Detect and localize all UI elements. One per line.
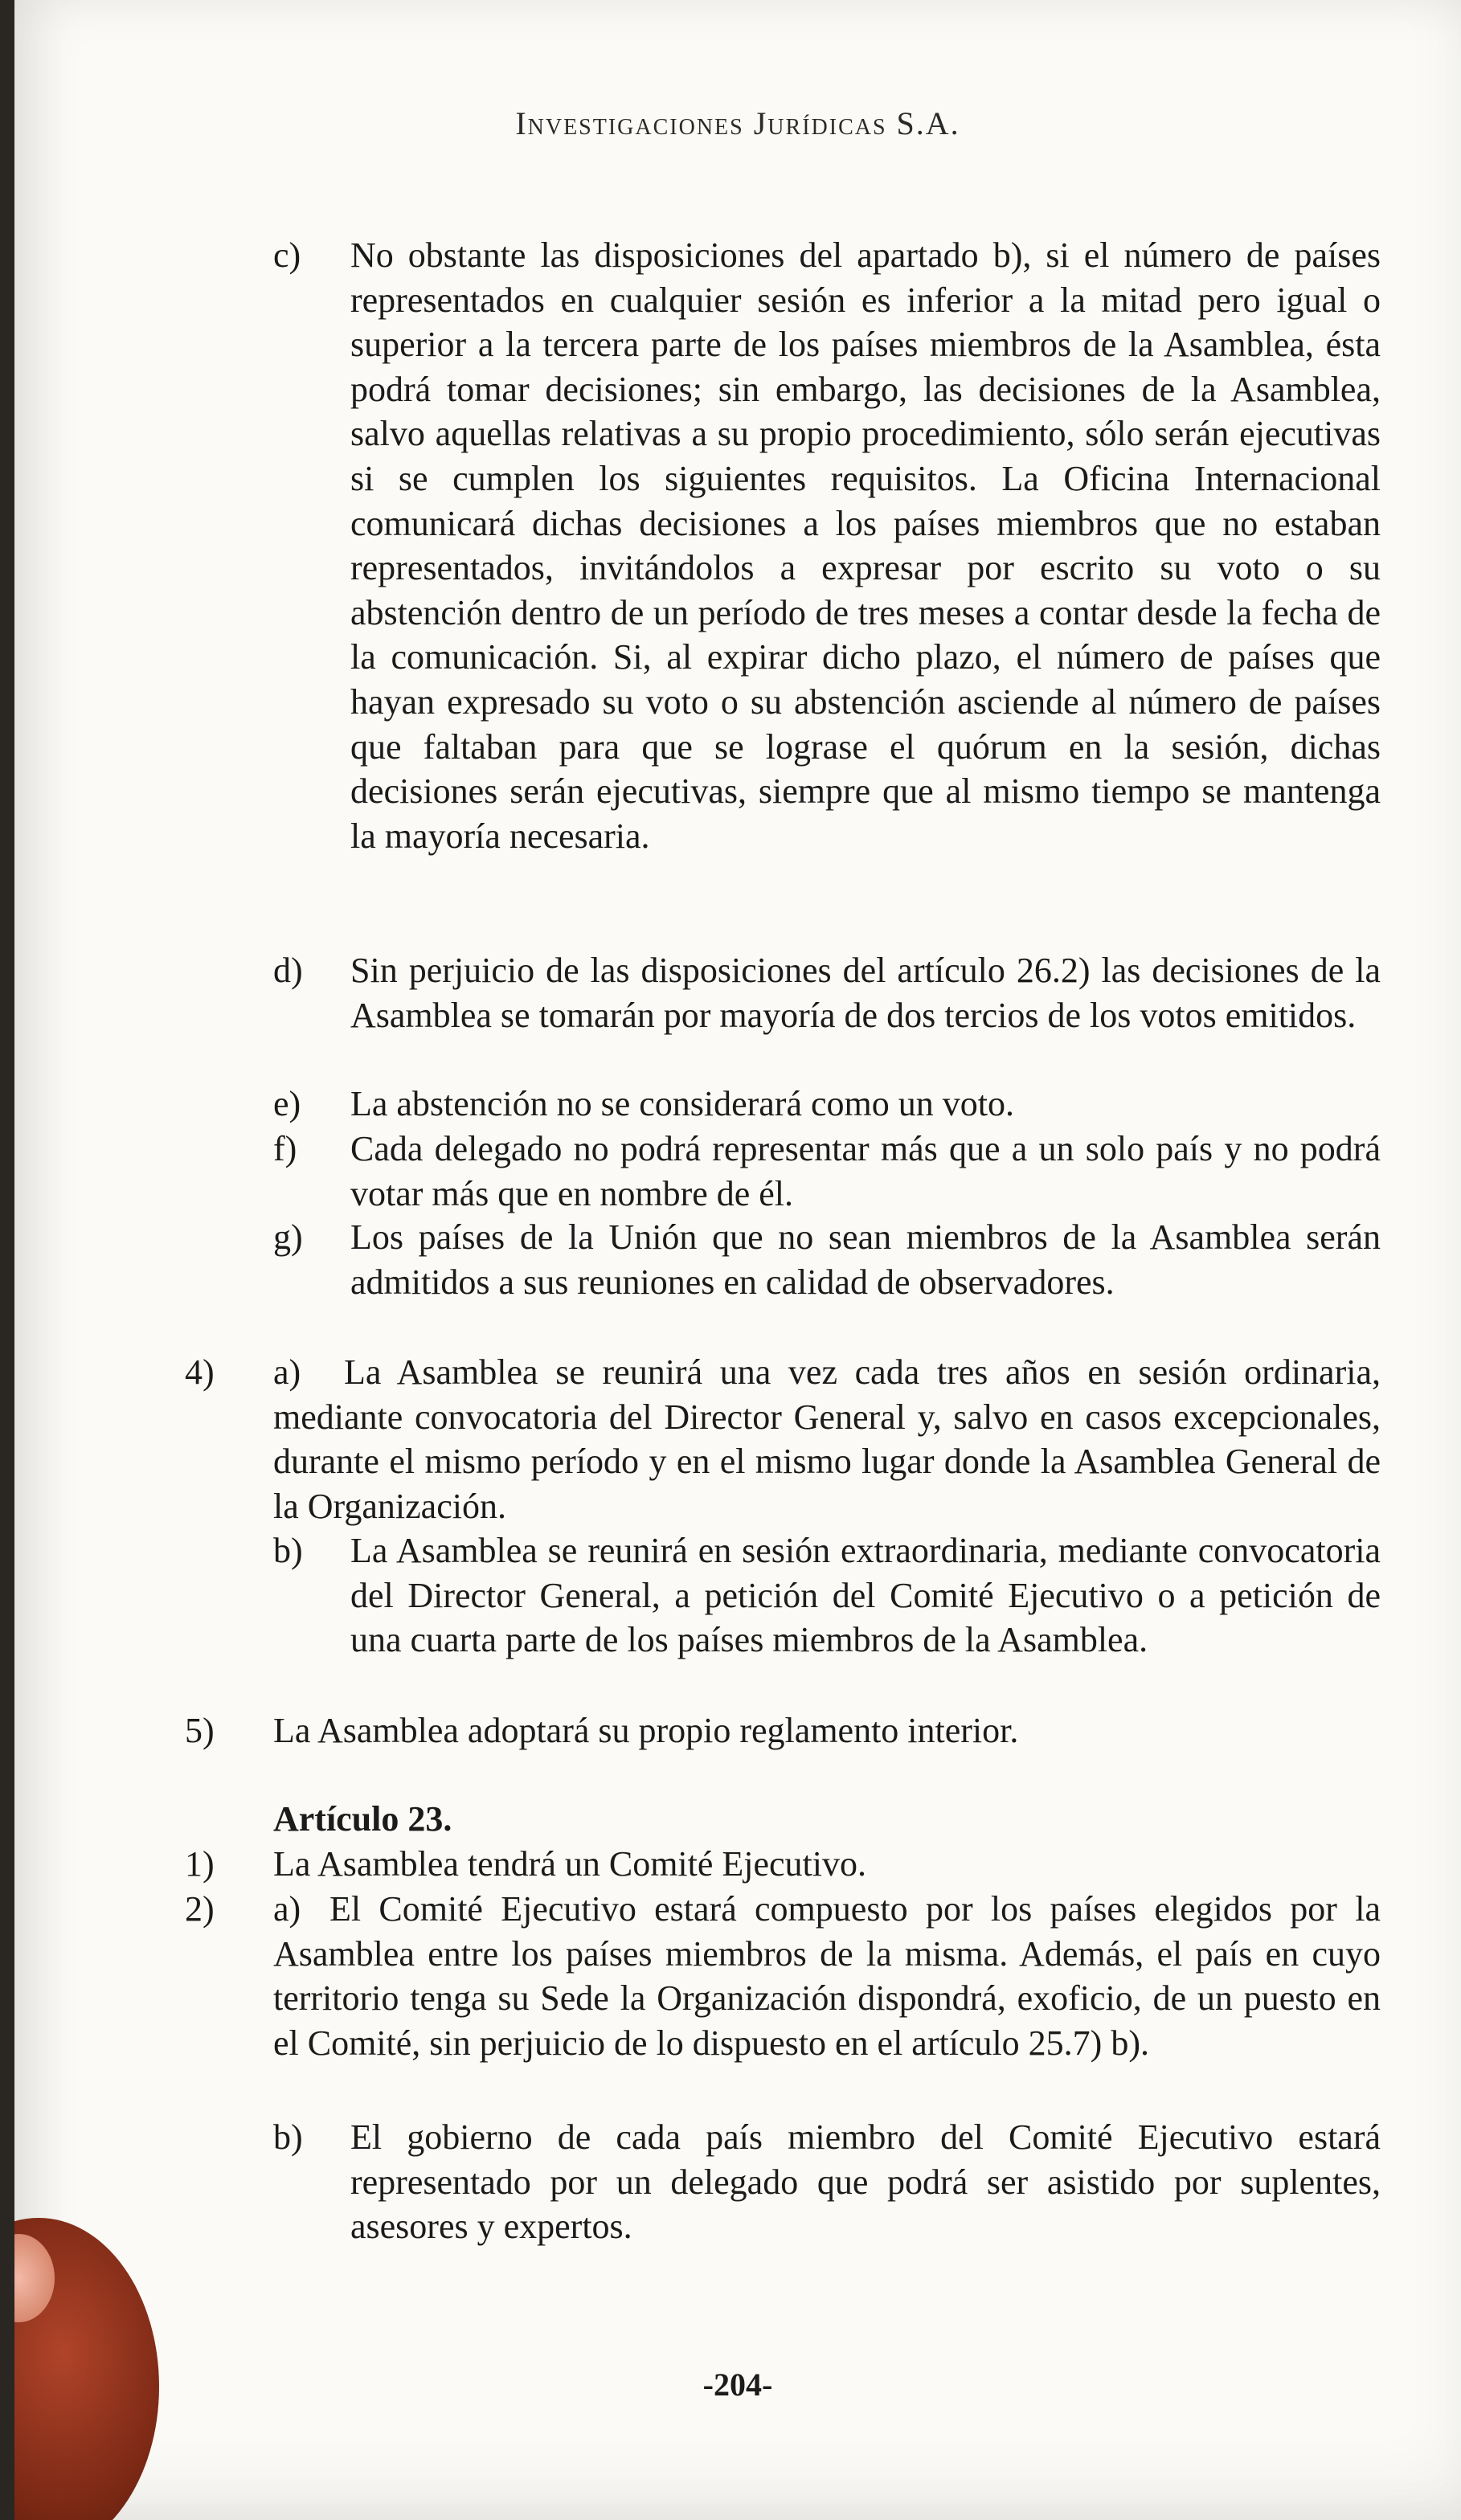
section4-label-b: b) bbox=[273, 1531, 303, 1570]
item-f-paragraph: Cada delegado no podrá representar más que a un solo país y no podrá votar más que en nombre de él. bbox=[350, 1129, 1381, 1213]
item-label-f: f) bbox=[273, 1129, 297, 1168]
item-d-paragraph: Sin perjuicio de las disposiciones del artículo 26.2) las decisiones de la Asamblea se tomarán por mayoría de dos tercios de los votos emitidos. bbox=[350, 951, 1381, 1035]
section-number-5: 5) bbox=[185, 1711, 215, 1750]
section4-b-paragraph: La Asamblea se reunirá en sesión extraordinaria, mediante convocatoria del Director General, a petición del Comité Ejecutivo o a petición de una cuarta parte de los países miembros de la Asamblea. bbox=[350, 1531, 1381, 1660]
article23-number-2: 2) bbox=[185, 1889, 215, 1929]
article23-number-1: 1) bbox=[185, 1844, 215, 1884]
item-label-g: g) bbox=[273, 1217, 303, 1257]
section4-a-paragraph: La Asamblea se reunirá una vez cada tres años en sesión ordinaria, mediante convocatoria del Director General y, salvo en casos excepcionales, durante el mismo período y en el mismo lugar donde la Asamblea General de la Organización. bbox=[273, 1352, 1381, 1526]
article23-p2-a-paragraph: El Comité Ejecutivo estará compuesto por los países elegidos por la Asamblea entre los países miembros de la misma. Además, el país en cuyo territorio tenga su Sede la Organización dispondrá, exoficio, de un puesto en el Comité, sin perjuicio de lo dispuesto en el artículo 25.7) b). bbox=[273, 1889, 1381, 2063]
item-g-paragraph: Los países de la Unión que no sean miembros de la Asamblea serán admitidos a sus reuniones en calidad de observadores. bbox=[350, 1217, 1381, 1302]
running-header: Investigaciones Jurídicas S.A. bbox=[515, 105, 960, 141]
item-e-paragraph: La abstención no se considerará como un voto. bbox=[350, 1084, 1014, 1123]
book-page bbox=[14, 0, 1461, 2520]
item-label-c: c) bbox=[273, 235, 301, 275]
article23-p2-b-paragraph: El gobierno de cada país miembro del Comité Ejecutivo estará representado por un delegado que podrá ser asistido por suplentes, asesores y expertos. bbox=[350, 2117, 1381, 2247]
article-heading: Artículo 23. bbox=[273, 1799, 452, 1839]
article23-p2-label-b: b) bbox=[273, 2117, 303, 2157]
page-number: -204- bbox=[702, 2367, 773, 2403]
article23-p2-label-a: a) bbox=[273, 1889, 301, 1929]
section4-label-a: a) bbox=[273, 1352, 301, 1392]
article23-p1-paragraph: La Asamblea tendrá un Comité Ejecutivo. bbox=[273, 1844, 867, 1884]
item-label-d: d) bbox=[273, 951, 303, 990]
item-c-paragraph: No obstante las disposiciones del apartado b), si el número de países representados en cualquier sesión es inferior a la mitad pero igual o superior a la tercera parte de los países miembros de la Asamblea, ésta podrá tomar decisiones; sin embargo, las decisiones de la Asamblea, salvo aquellas relativas a su propio procedimiento, sólo serán ejecutivas si se cumplen los siguientes requisitos. La Oficina Internacional comunicará dichas decisiones a los países miembros que no estaban representados, invitándolos a expresar por escrito su voto o su abstención dentro de un período de tres meses a contar desde la fecha de la comunicación. Si, al expirar dicho plazo, el número de países que hayan expresado su voto o su abstención asciende al número de países que faltaban para que se lograse el quórum en la sesión, dichas decisiones serán ejecutivas, siempre que al mismo tiempo se mantenga la mayoría necesaria. bbox=[350, 235, 1381, 856]
item-label-e: e) bbox=[273, 1084, 301, 1123]
section-number-4: 4) bbox=[185, 1352, 215, 1392]
section5-paragraph: La Asamblea adoptará su propio reglamento interior. bbox=[273, 1711, 1019, 1750]
